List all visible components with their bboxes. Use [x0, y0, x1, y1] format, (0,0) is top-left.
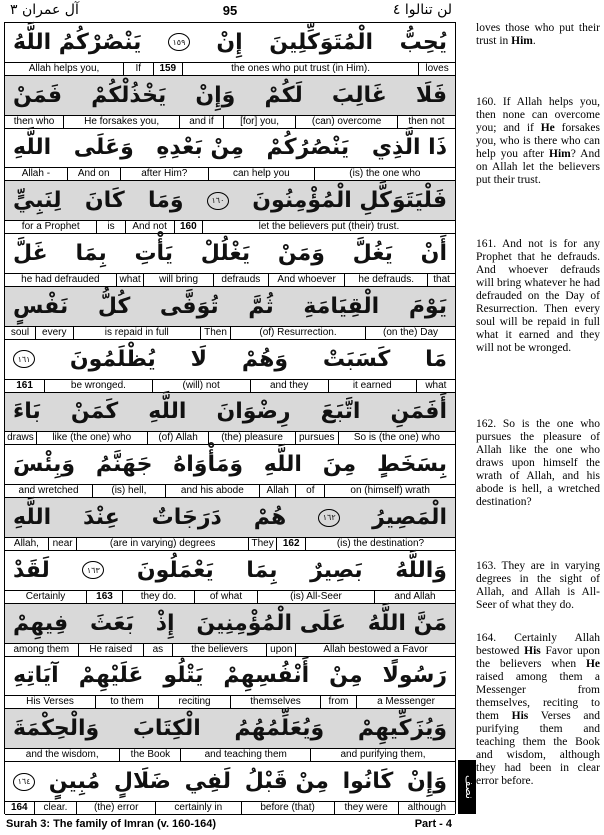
gloss-cell: as: [143, 644, 172, 656]
gloss-cell: and his abode: [165, 485, 259, 497]
arabic-word: نَفْسٍ: [13, 293, 69, 319]
gloss-cell: (is) the one who: [314, 168, 455, 180]
hizb-marker: نصف: [458, 760, 476, 814]
gloss-row: [5, 62, 455, 76]
gloss-cell: 164: [10, 801, 28, 813]
arabic-word: هُمْ: [253, 505, 287, 531]
arabic-word: يُظْلَمُونَ: [69, 346, 156, 372]
gloss-cell: loves: [418, 63, 455, 75]
gloss-cell: Allah: [259, 485, 295, 497]
arabic-word: كَانُوا: [342, 769, 394, 795]
page-header: [4, 0, 456, 22]
gloss-cell: after Him?: [120, 168, 208, 180]
gloss-cell: can help you: [208, 168, 314, 180]
arabic-word: جَهَنَّمُ: [95, 452, 153, 478]
arabic-word: يَغْلُلْ: [200, 241, 251, 267]
arabic-text: [5, 445, 455, 484]
arabic-word: كَانَ: [84, 188, 125, 214]
gloss-cell: soul: [10, 326, 30, 338]
gloss-cell: they do.: [122, 591, 194, 603]
gloss-cell: and if: [179, 116, 223, 128]
gloss-cell: Allah,: [13, 537, 39, 549]
arabic-word: يَتْلُو: [163, 663, 204, 689]
gloss-cell: Allah -: [21, 168, 51, 180]
arabic-word: مِنْ: [329, 663, 363, 689]
gloss-row: [5, 590, 455, 604]
gloss-cell: from: [320, 696, 356, 708]
gloss-cell: (is) All-Seer: [257, 591, 374, 603]
gloss-row: [5, 379, 455, 393]
gloss-cell: a Messenger: [356, 696, 455, 708]
gloss-cell: the ones who put trust (in Him).: [182, 63, 418, 75]
verse-line: [5, 709, 455, 762]
arabic-word: عَلَيْهِمْ: [78, 663, 144, 689]
arabic-word: آيَاتِهِ: [13, 663, 59, 689]
arabic-word: أَنْ: [420, 241, 447, 267]
ayah-number-mark: ١٦٣: [82, 561, 104, 579]
gloss-cell: and Allah: [374, 591, 455, 603]
gloss-cell: (on the) Day: [365, 327, 455, 339]
verse-line: [5, 234, 455, 287]
arabic-word: وَعَلَى: [73, 135, 134, 161]
gloss-cell: Allah helps you,: [28, 62, 100, 74]
translation-paragraph: 163. They are in varying degrees in the sight of Allah, and Allah is All-Seer of what they do.: [476, 560, 600, 611]
arabic-word: إِنْ: [216, 29, 243, 55]
gloss-row: [5, 431, 455, 445]
gloss-cell: of: [295, 485, 324, 497]
gloss-row: [5, 643, 455, 657]
gloss-cell: If: [123, 63, 153, 75]
arabic-word: مِنْ بَعْدِهِ: [156, 135, 244, 161]
arabic-word: لَكُمْ: [264, 82, 303, 108]
arabic-word: وَمَأْوَاهُ: [173, 452, 243, 478]
arabic-word: يَأْتِ: [134, 241, 174, 267]
arabic-word: فِيهِمْ: [13, 610, 69, 636]
verse-line: [5, 762, 455, 815]
verse-line: [5, 393, 455, 446]
ayah-number-mark: ١٦٤: [13, 773, 35, 791]
gloss-cell: (is) hell,: [92, 485, 165, 497]
verse-line: [5, 129, 455, 182]
ayah-number-mark: ١٦٠: [207, 192, 229, 210]
arabic-word: بَعَثَ: [89, 610, 134, 636]
arabic-word: وَيُعَلِّمُهُمُ: [234, 716, 325, 742]
arabic-word: وَالْحِكْمَةَ: [13, 716, 100, 742]
verse-line: [5, 23, 455, 76]
footer-part: Part - 4: [414, 818, 452, 830]
arabic-word: بِمَا: [75, 241, 107, 267]
ayah-number-mark: ١٥٩: [168, 33, 190, 51]
gloss-cell: 160: [174, 221, 202, 233]
arabic-text: [5, 551, 455, 590]
gloss-cell: and wretched: [18, 485, 79, 497]
arabic-word: ثُمَّ: [248, 293, 274, 319]
arabic-word: وَاللَّهُ: [395, 557, 447, 583]
gloss-cell: His Verses: [26, 696, 74, 708]
arabic-text: [5, 129, 455, 168]
gloss-cell: and purifying them,: [310, 749, 455, 761]
gloss-cell: (the) error: [76, 802, 155, 814]
arabic-word: كَسَبَتْ: [322, 346, 391, 372]
gloss-cell: 163: [86, 591, 122, 603]
gloss-cell: the believers: [172, 644, 266, 656]
gloss-cell: for a Prophet: [21, 221, 80, 233]
translation-paragraph: 164. Certainly Allah bestowed His Favor upon the believers when He raised among them a Messenger from themselves, reciting to them His Verses and purifying them and teaching them the Book and wisdom, although they had been in clear error before.: [476, 632, 600, 787]
arabic-word: يَغُلَّ: [352, 241, 393, 267]
gloss-cell: They: [248, 538, 277, 550]
gloss-cell: (of) Allah: [147, 432, 209, 444]
arabic-word: يَوْمَ: [408, 293, 447, 319]
surah-name-ar: آل عمران ٣: [10, 2, 79, 18]
arabic-text: [5, 340, 455, 379]
gloss-cell: what: [116, 274, 144, 286]
arabic-text: [5, 287, 455, 326]
verse-line: [5, 498, 455, 551]
ayah-number-mark: ١٦٢: [318, 509, 340, 527]
gloss-cell: it earned: [328, 380, 416, 392]
arabic-word: مَا: [425, 346, 447, 372]
gloss-row: [5, 326, 455, 340]
arabic-text: [5, 762, 455, 801]
gloss-row: [5, 748, 455, 762]
gloss-cell: Certainly: [25, 590, 66, 602]
arabic-word: غَلَّ: [13, 241, 48, 267]
gloss-cell: let the believers put (their) trust.: [202, 221, 455, 233]
gloss-cell: And not: [125, 221, 174, 233]
gloss-cell: he had defrauded: [21, 273, 100, 285]
translation-paragraph: loves those who put their trust in Him.: [476, 22, 600, 47]
gloss-cell: (can) overcome: [295, 116, 397, 128]
gloss-cell: he defrauds.: [344, 274, 427, 286]
arabic-word: وَإِنْ: [195, 82, 236, 108]
gloss-cell: be wronged.: [44, 380, 152, 392]
arabic-word: بِمَا: [246, 557, 278, 583]
arabic-word: أَنْفُسِهِمْ: [223, 663, 310, 689]
gloss-cell: on (himself) wrath: [324, 485, 455, 497]
arabic-word: بِسَخَطٍ: [376, 452, 447, 478]
arabic-word: يَخْذُلْكُمْ: [91, 82, 167, 108]
arabic-word: يَنْصُرْكُمُ اللَّهُ: [13, 29, 142, 55]
arabic-word: فَلْيَتَوَكَّلِ الْمُؤْمِنُونَ: [252, 188, 447, 214]
gloss-row: [5, 801, 455, 815]
gloss-row: [5, 115, 455, 129]
arabic-word: فَلَا: [415, 82, 447, 108]
word-by-word-panel: [4, 22, 456, 814]
gloss-cell: the Book: [119, 749, 180, 761]
gloss-cell: He raised: [78, 644, 143, 656]
arabic-text: [5, 498, 455, 537]
juz-name-ar: لن تنالوا ٤: [392, 2, 452, 18]
arabic-word: اللَّهِ: [148, 399, 187, 425]
verse-line: [5, 445, 455, 498]
gloss-cell: and the wisdom,: [25, 749, 99, 761]
arabic-word: رِضْوَانَ: [216, 399, 291, 425]
gloss-cell: although: [398, 802, 455, 814]
gloss-cell: among them: [13, 643, 70, 655]
arabic-word: كَمَنْ: [70, 399, 119, 425]
arabic-word: لَا: [190, 346, 208, 372]
arabic-word: عَلَى الْمُؤْمِنِينَ: [196, 610, 347, 636]
gloss-cell: is repaid in full: [73, 327, 201, 339]
page-footer: [6, 818, 452, 830]
gloss-cell: then who: [13, 115, 55, 127]
arabic-word: أَفَمَنِ: [390, 399, 447, 425]
arabic-word: وَمَنْ: [277, 241, 325, 267]
arabic-word: مِنْ قَبْلُ: [244, 769, 329, 795]
gloss-cell: upon: [266, 644, 295, 656]
arabic-word: ضَلَالٍ: [113, 769, 171, 795]
gloss-cell: [for] you,: [223, 116, 296, 128]
translation-paragraph: 161. And not is for any Prophet that he defrauds. And whoever defrauds will bring whatever he had defrauded on the Day of Resurrection. Then every soul will be repaid in full what it earned and they will not be wronged.: [476, 238, 600, 354]
translation-paragraph: 162. So is the one who pursues the pleasure of Allah like the one who draws upon himself the wrath of Allah, and his abode is hell, a wretched destination?: [476, 418, 600, 508]
gloss-cell: themselves: [230, 696, 320, 708]
gloss-row: [5, 167, 455, 181]
gloss-cell: that: [427, 274, 455, 286]
arabic-word: بَصِيرٌ: [310, 557, 363, 583]
arabic-text: [5, 657, 455, 696]
gloss-cell: (the) pleasure: [208, 432, 294, 444]
gloss-cell: He forsakes you,: [63, 116, 179, 128]
arabic-text: [5, 393, 455, 432]
arabic-word: رَسُولًا: [382, 663, 447, 689]
arabic-text: [5, 23, 455, 62]
verse-line: [5, 657, 455, 710]
gloss-cell: and teaching them: [180, 749, 310, 761]
gloss-row: [5, 273, 455, 287]
arabic-word: لَقَدْ: [13, 557, 50, 583]
gloss-cell: defrauds: [213, 274, 268, 286]
gloss-row: [5, 484, 455, 498]
arabic-word: الْقِيَامَةِ: [303, 293, 380, 319]
arabic-word: فَمَنْ: [13, 82, 62, 108]
arabic-word: وَمَا: [148, 188, 184, 214]
arabic-text: [5, 604, 455, 643]
ayah-number-mark: ١٦١: [13, 350, 35, 368]
gloss-cell: And whoever: [268, 274, 344, 286]
verse-line: [5, 551, 455, 604]
gloss-cell: (of) Resurrection.: [230, 327, 365, 339]
arabic-word: عِنْدَ: [83, 505, 120, 531]
gloss-row: [5, 695, 455, 709]
arabic-word: دَرَجَاتٌ: [151, 505, 222, 531]
gloss-cell: then not: [397, 116, 455, 128]
gloss-cell: clear.: [34, 802, 77, 814]
gloss-cell: will bring: [143, 274, 212, 286]
arabic-word: الْكِتَابَ: [132, 716, 201, 742]
verse-line: [5, 76, 455, 129]
arabic-word: لِنَبِيٍّ: [13, 188, 62, 214]
gloss-cell: pursues: [295, 432, 338, 444]
gloss-cell: reciting: [158, 696, 230, 708]
arabic-word: اللَّهِ: [263, 452, 302, 478]
gloss-cell: 159: [153, 63, 183, 75]
arabic-word: وَهُمْ: [241, 346, 289, 372]
arabic-word: غَالِبَ: [331, 82, 387, 108]
arabic-word: مِنَ: [322, 452, 357, 478]
gloss-cell: is: [96, 221, 124, 233]
arabic-word: اللَّهِ: [13, 505, 52, 531]
gloss-cell: (will) not: [152, 380, 250, 392]
gloss-cell: they were: [334, 802, 398, 814]
gloss-cell: of what: [194, 591, 257, 603]
gloss-cell: before (that): [241, 802, 334, 814]
arabic-text: [5, 709, 455, 748]
arabic-word: وَيُزَكِّيهِمْ: [357, 716, 447, 742]
gloss-cell: every: [35, 327, 73, 339]
arabic-word: بَاءَ: [13, 399, 41, 425]
gloss-cell: and they: [250, 380, 328, 392]
gloss-row: [5, 220, 455, 234]
verse-line: [5, 340, 455, 393]
gloss-cell: what: [416, 380, 455, 392]
arabic-word: اللَّهِ: [13, 135, 52, 161]
verse-line: [5, 604, 455, 657]
gloss-cell: near: [48, 538, 77, 550]
arabic-word: وَبِئْسَ: [13, 452, 76, 478]
verse-line: [5, 181, 455, 234]
page-number: 95: [222, 3, 238, 18]
verse-line: [5, 287, 455, 340]
translation-paragraph: 160. If Allah helps you, then none can overcome you; and if He forsakes you, who is there who can help you after Him? And on Allah let the believers put their trust.: [476, 96, 600, 186]
arabic-word: يُحِبُّ: [399, 29, 447, 55]
gloss-cell: So is (the one) who: [338, 432, 455, 444]
arabic-word: وَإِنْ: [407, 769, 447, 795]
arabic-word: يَنْصُرُكُمْ: [266, 135, 350, 161]
gloss-cell: (is) the destination?: [305, 538, 455, 550]
gloss-cell: And on: [67, 168, 120, 180]
gloss-cell: like (the one) who: [36, 432, 147, 444]
arabic-word: ذَا الَّذِي: [371, 135, 447, 161]
gloss-cell: certainly in: [155, 802, 241, 814]
arabic-word: إِذْ: [155, 610, 175, 636]
arabic-text: [5, 181, 455, 220]
arabic-word: مُبِينٍ: [48, 769, 101, 795]
footer-surah-info: Surah 3: The family of Imran (v. 160-164): [6, 818, 217, 830]
gloss-cell: 161: [16, 379, 33, 391]
arabic-word: مَنَّ اللَّهُ: [367, 610, 447, 636]
gloss-cell: draws: [7, 432, 34, 444]
arabic-word: اتَّبَعَ: [320, 399, 361, 425]
gloss-cell: Then: [200, 327, 230, 339]
arabic-word: تُوَفَّى: [159, 293, 219, 319]
arabic-text: [5, 234, 455, 273]
gloss-cell: Allah bestowed a Favor: [295, 644, 455, 656]
arabic-word: الْمَصِيرُ: [372, 505, 447, 531]
arabic-word: يَعْمَلُونَ: [136, 557, 214, 583]
gloss-row: [5, 537, 455, 551]
gloss-cell: (are in varying) degrees: [76, 538, 247, 550]
arabic-text: [5, 76, 455, 115]
arabic-word: كُلُّ: [97, 293, 131, 319]
arabic-word: لَفِي: [184, 769, 232, 795]
gloss-cell: 162: [276, 538, 305, 550]
gloss-cell: to them: [95, 696, 158, 708]
arabic-word: الْمُتَوَكِّلِينَ: [269, 29, 374, 55]
